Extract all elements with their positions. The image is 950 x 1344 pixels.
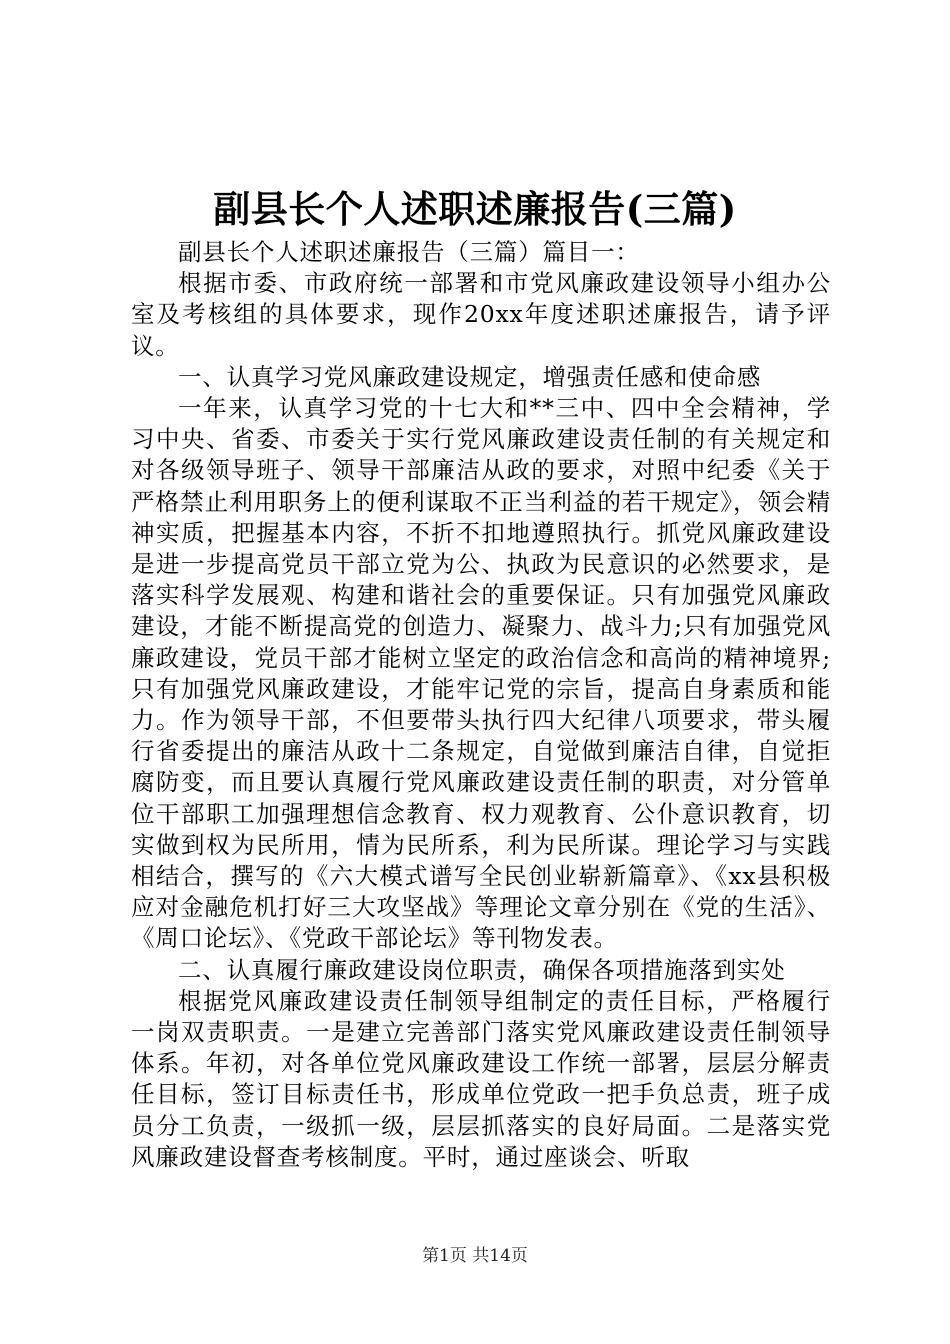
paragraph-intro: 根据市委、市政府统一部署和市党风廉政建设领导小组办公室及考核组的具体要求，现作20xx年度述职述廉报告，请予评议。 [131, 269, 831, 360]
section-heading-2: 二、认真履行廉政建设岗位职责，确保各项措施落到实处 [178, 955, 786, 984]
document-body [131, 237, 831, 1173]
document-title: 副县长个人述职述廉报告(三篇) [213, 187, 737, 231]
paragraph-section-1: 一年来，认真学习党的十七大和**三中、四中全会精神，学习中央、省委、市委关于实行党风廉政建设责任制的有关规定和对各级领导班子、领导干部廉洁从政的要求，对照中纪委《关于严格禁止利用职务上的便利谋取不正当利益的若干规定》，领会精神实质，把握基本内容，不折不扣地遵照执行。抓党风廉政建设是进一步提高党员干部立党为公、执政为民意识的必然要求，是落实科学发展观、构建和谐社会的重要保证。只有加强党风廉政建设，才能不断提高党的创造力、凝聚力、战斗力;只有加强党风廉政建设，党员干部才能树立坚定的政治信念和高尚的精神境界;只有加强党风廉政建设，才能牢记党的宗旨，提高自身素质和能力。作为领导干部，不但要带头执行四大纪律八项要求，带头履行省委提出的廉洁从政十二条规定，自觉做到廉洁自律，自觉拒腐防变，而且要认真履行党风廉政建设责任制的职责，对分管单位干部职工加强理想信念教育、权力观教育、公仆意识教育，切实做到权为民所用，情为民所系，利为民所谋。理论学习与实践相结合，撰写的《六大模式谱写全民创业崭新篇章》、《xx县积极应对金融危机打好三大攻坚战》等理论文章分别在《党的生活》、《周口论坛》、《党政干部论坛》等刊物发表。 [131, 394, 831, 953]
section-heading-1: 一、认真学习党风廉政建设规定，增强责任感和使命感 [178, 362, 762, 391]
paragraph-section-2: 根据党风廉政建设责任制领导组制定的责任目标，严格履行一岗双责职责。一是建立完善部门落实党风廉政建设责任制领导体系。年初，对各单位党风廉政建设工作统一部署，层层分解责任目标，签订目标责任书，形成单位党政一把手负总责，班子成员分工负责，一级抓一级，层层抓落实的良好局面。二是落实党风廉政建设督查考核制度。平时，通过座谈会、听取 [131, 986, 831, 1171]
document-subtitle: 副县长个人述职述廉报告（三篇）篇目一： [178, 238, 640, 266]
page-number-footer: 第1页 共14页 [422, 1246, 528, 1266]
